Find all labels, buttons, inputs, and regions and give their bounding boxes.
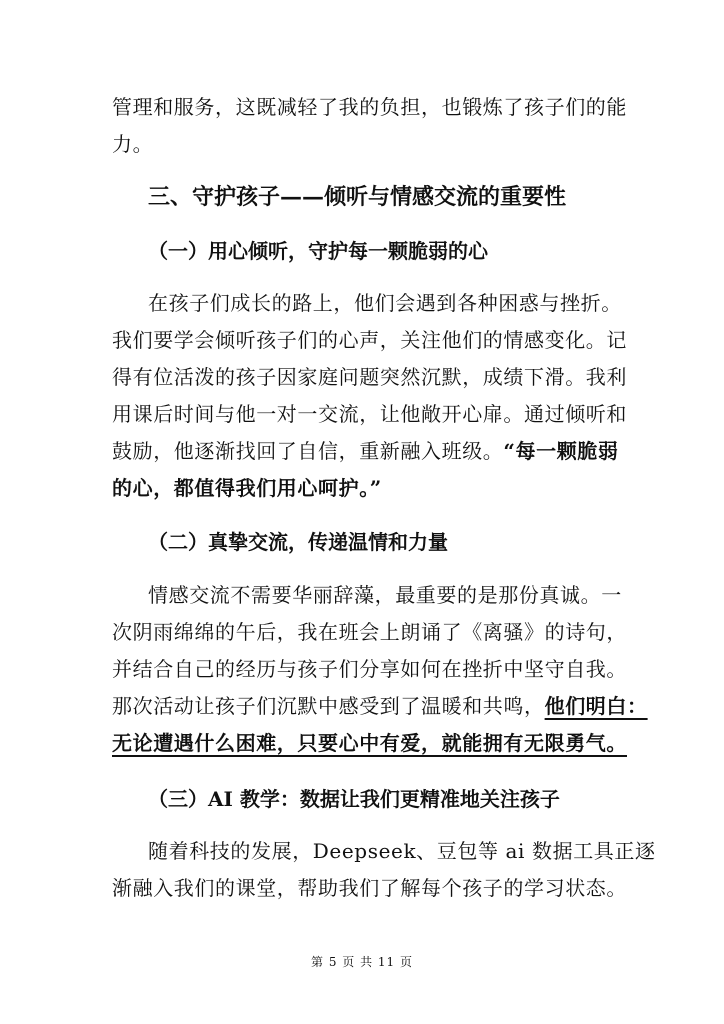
paragraph-line: 得有位活泼的孩子因家庭问题突然沉默，成绩下滑。我利 (112, 365, 627, 389)
page-number-footer: 第 5 页 共 11 页 (311, 955, 413, 969)
plain-text: 那次活动让孩子们沉默中感受到了温暖和共鸣， (112, 694, 545, 718)
section-heading: 三、守护孩子——倾听与情感交流的重要性 (148, 184, 567, 210)
paragraph-line: 渐融入我们的课堂，帮助我们了解每个孩子的学习状态。 (112, 876, 627, 900)
emphasis-text: 他们明白： (544, 694, 648, 718)
paragraph-line: 我们要学会倾听孩子们的心声，关注他们的情感变化。记 (112, 328, 627, 352)
quote-text: “每一颗脆弱 (503, 439, 619, 463)
subsection-heading: （二）真挚交流，传递温情和力量 (148, 530, 448, 554)
paragraph-line: 随着科技的发展，Deepseek、豆包等 ai 数据工具正逐 (148, 839, 656, 863)
paragraph-line (112, 692, 648, 720)
paragraph-line: 次阴雨绵绵的午后，我在班会上朗诵了《离骚》的诗句， (112, 620, 627, 644)
paragraph-line: 情感交流不需要华丽辞藻，最重要的是那份真诚。一 (148, 583, 622, 607)
emphasis-text: 无论遭遇什么困难，只要心中有爱，就能拥有无限勇气。 (112, 731, 627, 755)
paragraph-line: 力。 (112, 132, 154, 156)
paragraph-line (112, 437, 619, 465)
quote-text: 的心，都值得我们用心呵护。” (112, 476, 382, 500)
paragraph-line: 管理和服务，这既减轻了我的负担，也锻炼了孩子们的能 (112, 95, 627, 119)
paragraph-line: 并结合自己的经历与孩子们分享如何在挫折中坚守自我。 (112, 657, 627, 681)
paragraph-line: 在孩子们成长的路上，他们会遇到各种困惑与挫折。 (148, 291, 622, 315)
plain-text: 鼓励，他逐渐找回了自信，重新融入班级。 (112, 439, 504, 463)
subsection-heading: （三）AI 教学：数据让我们更精准地关注孩子 (148, 787, 560, 811)
subsection-heading: （一）用心倾听，守护每一颗脆弱的心 (148, 239, 488, 263)
paragraph-line: 用课后时间与他一对一交流，让他敞开心扉。通过倾听和 (112, 402, 627, 426)
